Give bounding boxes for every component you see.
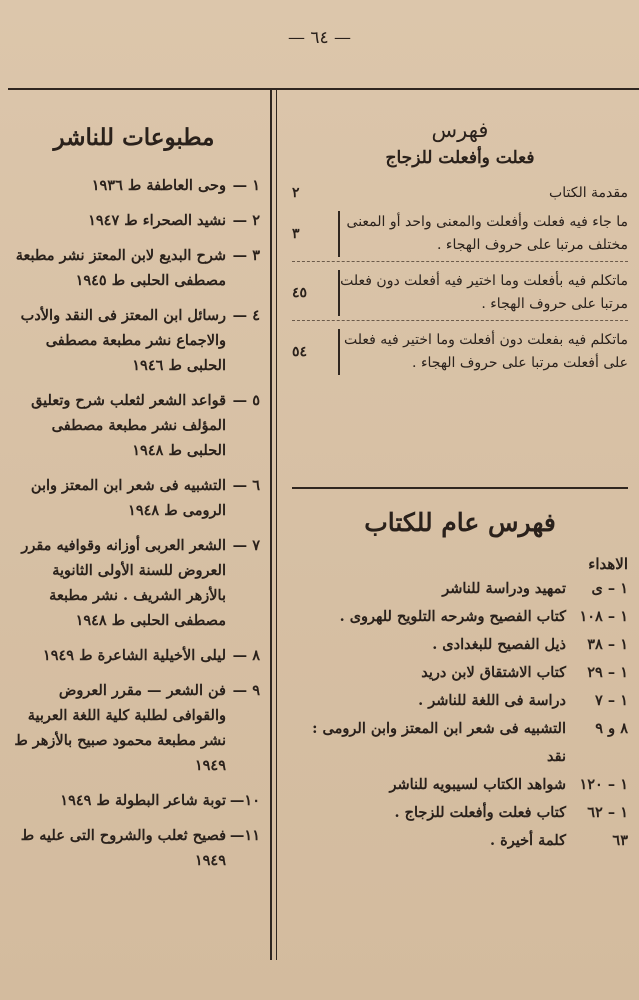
index-row-text: ما جاء فيه فعلت وأفعلت والمعنى واحد أو المعنى مختلف مرتبا على حروف الهجاء . [346, 214, 628, 253]
publication-text: الشعر العربى أوزانه وقوافيه مقرر العروض للسنة الأولى الثانوية بالأزهر الشريف . نشر مطبعة مصطفى الحلبى ط ١٩٤٨ [21, 537, 226, 629]
publication-number: ٦ — [232, 477, 260, 494]
general-index-row [292, 603, 628, 631]
brace-icon [328, 270, 340, 316]
publication-number: ١ — [232, 177, 260, 194]
publication-item [8, 388, 260, 463]
publication-number: ٨ — [232, 647, 260, 664]
general-index-row [292, 631, 628, 659]
general-index [292, 508, 628, 855]
column-divider-thin [276, 88, 277, 960]
publication-number: ٥ — [232, 392, 260, 409]
index-row-text: ماتكلم فيه بفعلت دون أفعلت وما اختير فيه فعلت على أفعلت مرتبا على حروف الهجاء . [344, 332, 628, 371]
publications-title: مطبوعات للناشر [53, 124, 215, 151]
index-row [292, 182, 628, 205]
index-row-page: ٣ [292, 225, 300, 242]
index-row-page: ٢ [292, 185, 300, 201]
index-row-text: ماتكلم فيه بأفعلت وما اختير فيه أفعلت دون فعلت مرتبا على حروف الهجاء . [340, 273, 628, 312]
general-index-text: تمهيد ودراسة للناشر [442, 580, 566, 597]
general-index-page: ١ – ى [591, 580, 628, 597]
general-index-title: فهرس عام للكتاب [364, 508, 556, 537]
general-index-text: كتاب الاشتقاق لابن دريد [421, 664, 566, 681]
general-index-page: ١ – ١٠٨ [579, 608, 628, 625]
publication-item [8, 533, 260, 633]
general-index-text: شواهد الكتاب لسيبويه للناشر [389, 776, 566, 793]
general-index-text: ذيل الفصيح للبغدادى . [432, 636, 566, 653]
publication-text: نشيد الصحراء ط ١٩٤٧ [88, 212, 226, 229]
publication-text: شرح البديع لابن المعتز نشر مطبعة مصطفى الحلبى ط ١٩٤٥ [15, 247, 226, 289]
publication-text: قواعد الشعر لثعلب شرح وتعليق المؤلف نشر مطبعة مصطفى الحلبى ط ١٩٤٨ [31, 392, 226, 459]
general-index-row [292, 575, 628, 603]
general-index-page: ١ – ٦٢ [587, 804, 628, 821]
index-section [292, 108, 628, 381]
publication-item [8, 643, 260, 668]
publication-number: ٢ — [232, 212, 260, 229]
general-index-row [292, 687, 628, 715]
section-divider [292, 487, 628, 489]
publication-text: فن الشعر — مقرر العروض والقوافى لطلبة كلية اللغة العربية نشر مطبعة محمود صبيح بالأزهر ط ١٩٤٩ [14, 682, 226, 774]
general-index-page: ٦٣ [612, 832, 628, 849]
publication-number: ٩ — [232, 682, 260, 699]
publication-text: ليلى الأخيلية الشاعرة ط ١٩٤٩ [42, 647, 226, 664]
publication-text: وحى العاطفة ط ١٩٣٦ [91, 177, 226, 194]
index-subtitle: فعلت وأفعلت للزجاج [385, 148, 535, 168]
publication-item [8, 473, 260, 523]
index-row [292, 211, 628, 262]
page-number: — ٦٤ — [287, 28, 352, 48]
publication-number: ٧ — [232, 537, 260, 554]
brace-icon [328, 211, 340, 257]
publication-item [8, 303, 260, 378]
publication-item [8, 243, 260, 293]
publication-item [8, 173, 260, 198]
publication-item [8, 678, 260, 778]
index-row-page: ٥٤ [292, 343, 308, 360]
publications-column [8, 110, 260, 883]
general-index-row [292, 771, 628, 799]
publication-text: توبة شاعر البطولة ط ١٩٤٩ [60, 792, 226, 809]
index-row [292, 270, 628, 321]
general-index-page: ١ – ١٢٠ [579, 776, 628, 793]
general-index-row [292, 799, 628, 827]
index-title: فهرس [431, 118, 489, 142]
top-rule [8, 88, 639, 90]
general-index-text: كتاب فعلت وأفعلت للزجاج . [394, 804, 566, 821]
index-row [292, 329, 628, 375]
publication-text: فصيح ثعلب والشروح التى عليه ط ١٩٤٩ [20, 827, 226, 869]
general-index-row [292, 659, 628, 687]
index-row-page: ٤٥ [292, 284, 308, 301]
general-index-text: دراسة فى اللغة للناشر . [418, 692, 566, 709]
general-index-page: ١ – ٧ [595, 692, 628, 709]
publication-item [8, 788, 260, 813]
publication-item [8, 208, 260, 233]
publication-text: التشبيه فى شعر ابن المعتز وابن الرومى ط ١٩٤٨ [30, 477, 226, 519]
index-row-text: مقدمة الكتاب [549, 185, 628, 201]
publication-number: ١١— [229, 827, 260, 844]
publication-text: رسائل ابن المعتز فى النقد والأدب والاجماع نشر مطبعة مصطفى الحلبى ط ١٩٤٦ [20, 307, 226, 374]
general-index-head: الاهداء [588, 555, 628, 573]
column-divider [270, 88, 272, 960]
general-index-text: كلمة أخيرة . [490, 832, 566, 849]
general-index-text: كتاب الفصيح وشرحه التلويح للهروى . [339, 608, 566, 625]
general-index-page: ١ – ٢٩ [587, 664, 628, 681]
general-index-row [292, 827, 628, 855]
brace-icon [328, 329, 340, 375]
general-index-text: التشبيه فى شعر ابن المعتز وابن الرومى : نقد [312, 720, 566, 765]
general-index-page: ١ – ٣٨ [587, 636, 628, 653]
general-index-row [292, 715, 628, 771]
publication-number: ١٠— [229, 792, 260, 809]
publication-number: ٣ — [232, 247, 260, 264]
general-index-page: ٨ و ٩ [595, 720, 628, 737]
publication-item [8, 823, 260, 873]
publication-number: ٤ — [232, 307, 260, 324]
